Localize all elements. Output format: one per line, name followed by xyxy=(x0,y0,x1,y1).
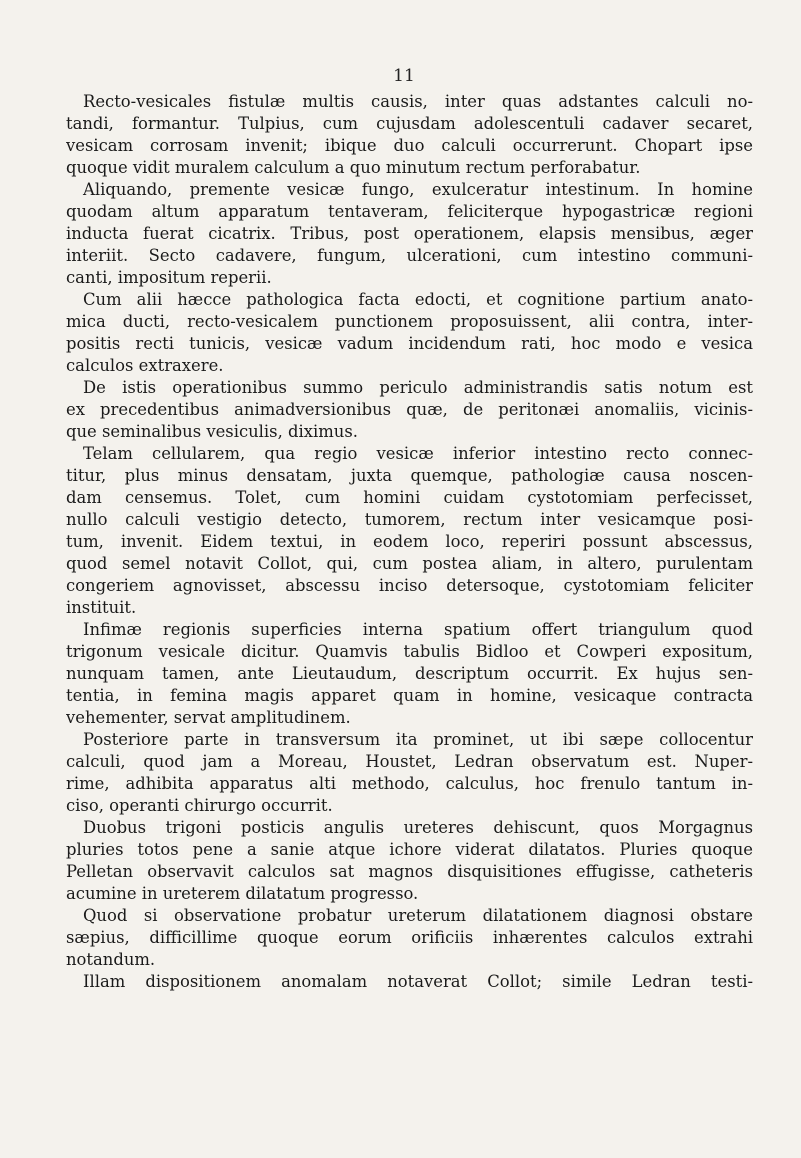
text-line: Cum alii hæcce pathologica facta edocti, et cognitione partium anato- xyxy=(83,290,753,309)
text-line: inducta fuerat cicatrix. Tribus, post operationem, elapsis mensibus, æger xyxy=(66,224,753,243)
text-line: tum, invenit. Eidem textui, in eodem loco, reperiri possunt abscessus, xyxy=(66,532,753,551)
text-line: quodam altum apparatum tentaveram, feliciterque hypogastricæ regioni xyxy=(66,202,753,221)
text-line: pluries totos pene a sanie atque ichore viderat dilatatos. Pluries quoque xyxy=(66,840,753,859)
text-line: acumine in ureterem dilatatum progresso. xyxy=(66,884,419,903)
text-line: tandi, formantur. Tulpius, cum cujusdam adolescentuli cadaver secaret, xyxy=(66,114,753,133)
text-line: quoque vidit muralem calculum a quo minutum rectum perforabatur. xyxy=(66,158,641,177)
body-text xyxy=(66,91,753,993)
text-line: mica ducti, recto-vesicalem punctionem proposuissent, alii contra, inter- xyxy=(66,312,753,331)
text-line: Infimæ regionis superficies interna spatium offert triangulum quod xyxy=(83,620,753,639)
text-line: canti, impositum reperii. xyxy=(66,268,272,287)
text-line: nunquam tamen, ante Lieutaudum, descriptum occurrit. Ex hujus sen- xyxy=(66,664,753,683)
text-line: Telam cellularem, qua regio vesicæ inferior intestino recto connec- xyxy=(83,444,753,463)
text-line: dam censemus. Tolet, cum homini cuidam cystotomiam perfecisset, xyxy=(66,488,753,507)
text-line: calculos extraxere. xyxy=(66,356,224,375)
text-line: quod semel notavit Collot, qui, cum postea aliam, in altero, purulentam xyxy=(66,554,753,573)
text-line: tentia, in femina magis apparet quam in homine, vesicaque contracta xyxy=(66,686,753,705)
text-line: instituit. xyxy=(66,598,137,617)
text-line: Quod si observatione probatur ureterum dilatationem diagnosi obstare xyxy=(83,906,753,925)
text-line: De istis operationibus summo periculo administrandis satis notum est xyxy=(83,378,753,397)
text-line: Duobus trigoni posticis angulis ureteres dehiscunt, quos Morgagnus xyxy=(83,818,753,837)
text-line: que seminalibus vesiculis, diximus. xyxy=(66,422,358,441)
text-line: Recto-vesicales fistulæ multis causis, inter quas adstantes calculi no- xyxy=(83,92,753,111)
text-line: Posteriore parte in transversum ita prominet, ut ibi sæpe collocentur xyxy=(83,730,753,749)
text-line: vehementer, servat amplitudinem. xyxy=(66,708,351,727)
text-line: trigonum vesicale dicitur. Quamvis tabulis Bidloo et Cowperi expositum, xyxy=(66,642,753,661)
page-number: 11 xyxy=(393,66,415,86)
text-line: congeriem agnovisset, abscessu inciso detersoque, cystotomiam feliciter xyxy=(66,576,753,595)
text-line: sæpius, difficillime quoque eorum orificiis inhærentes calculos extrahi xyxy=(66,928,753,947)
text-line: positis recti tunicis, vesicæ vadum incidendum rati, hoc modo e vesica xyxy=(66,334,753,353)
text-line: Aliquando, premente vesicæ fungo, exulceratur intestinum. In homine xyxy=(83,180,753,199)
text-line: Illam dispositionem anomalam notaverat Collot; simile Ledran testi- xyxy=(83,972,753,991)
text-line: calculi, quod jam a Moreau, Houstet, Ledran observatum est. Nuper- xyxy=(66,752,753,771)
text-line: nullo calculi vestigio detecto, tumorem, rectum inter vesicamque posi- xyxy=(66,510,753,529)
text-line: ciso, operanti chirurgo occurrit. xyxy=(66,796,333,815)
text-line: Pelletan observavit calculos sat magnos disquisitiones effugisse, catheteris xyxy=(66,862,753,881)
text-line: notandum. xyxy=(66,950,156,969)
text-line: rime, adhibita apparatus alti methodo, calculus, hoc frenulo tantum in- xyxy=(66,774,753,793)
text-line: titur, plus minus densatam, juxta quemque, pathologiæ causa noscen- xyxy=(66,466,753,485)
text-line: interiit. Secto cadavere, fungum, ulcerationi, cum intestino communi- xyxy=(66,246,753,265)
text-line: vesicam corrosam invenit; ibique duo calculi occurrerunt. Chopart ipse xyxy=(66,136,753,155)
text-line: ex precedentibus animadversionibus quæ, de peritonæi anomaliis, vicinis- xyxy=(66,400,753,419)
